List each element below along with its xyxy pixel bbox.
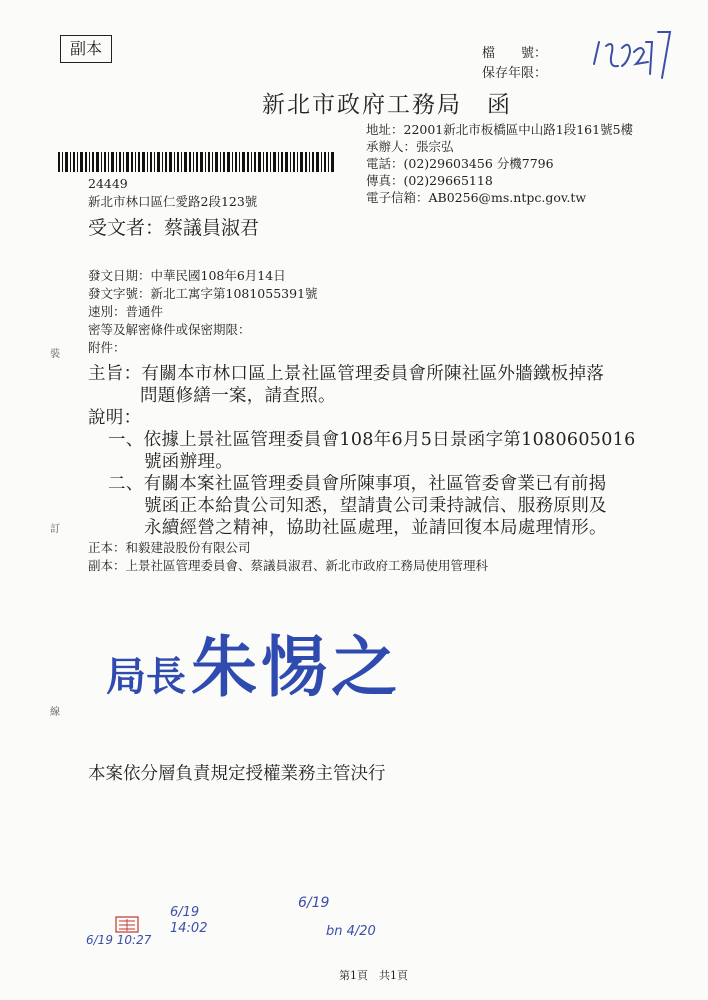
sender-email: 電子信箱：AB0256@ms.ntpc.gov.tw — [366, 190, 587, 205]
item-one-line-2: 號函辦理。 — [144, 452, 233, 472]
recipient-address: 新北市林口區仁愛路2段123號 — [88, 194, 258, 209]
cc-recipients: 副本：上景社區管理委員會、蔡議員淑君、新北市政府工務局使用管理科 — [88, 558, 489, 573]
item-two-line-2: 號函正本給貴公司知悉，望請貴公司秉持誠信、服務原則及 — [144, 496, 607, 516]
file-number-label: 檔 號： — [482, 46, 548, 61]
annotation-right-bottom: bn 4/20 — [326, 924, 376, 939]
margin-mark-bind: 裝 — [50, 349, 60, 360]
copy-stamp-box: 副本 — [60, 35, 112, 63]
annotation-right-top: 6/19 — [298, 895, 330, 911]
margin-mark-staple: 訂 — [50, 524, 60, 535]
item-two-line-3: 永續經營之精神，協助社區處理，並請回復本局處理情形。 — [144, 518, 607, 538]
subject-line-1: 主旨：有關本市林口區上景社區管理委員會所陳社區外牆鐵板掉落 — [88, 364, 605, 384]
delivery-speed: 速別：普通件 — [88, 304, 164, 319]
document-number: 發文字號：新北工寓字第1081055391號 — [88, 286, 318, 301]
original-recipient: 正本：和毅建設股份有限公司 — [88, 540, 251, 555]
item-two-line-1: 二、有關本案社區管理委員會所陳事項，社區管委會業已有前揭 — [108, 474, 607, 494]
issue-date: 發文日期：中華民國108年6月14日 — [88, 268, 286, 283]
signature-title: 局長 — [106, 653, 186, 700]
signature-name: 朱惕之 — [191, 628, 402, 706]
sender-address: 地址：22001新北市板橋區中山路1段161號5樓 — [366, 122, 634, 137]
delegation-note: 本案依分層負責規定授權業務主管決行 — [88, 764, 386, 784]
document-title: 新北市政府工務局 函 — [262, 92, 512, 118]
handwritten-file-number — [588, 22, 678, 88]
sender-handler: 承辦人：張宗弘 — [366, 139, 454, 154]
subject-line-2: 問題修繕一案，請查照。 — [140, 386, 336, 406]
recipient-zip: 24449 — [88, 176, 128, 191]
secrecy-level: 密等及解密條件或保密期限： — [88, 322, 251, 337]
margin-mark-line: 線 — [50, 707, 60, 718]
attachment-line: 附件： — [88, 340, 126, 355]
retention-period-label: 保存年限： — [482, 66, 548, 81]
annotation-left: 6/19 10:27 — [86, 933, 152, 947]
annotation-middle: 6/19 14:02 — [170, 905, 208, 936]
postal-barcode — [58, 152, 336, 172]
director-signature — [106, 614, 401, 709]
recipient-line: 受文者：蔡議員淑君 — [88, 217, 260, 239]
explanation-label: 說明： — [88, 408, 142, 428]
sender-phone: 電話：(02)29603456 分機7796 — [366, 156, 554, 171]
sender-fax: 傳真：(02)29665118 — [366, 173, 493, 188]
item-one-line-1: 一、依據上景社區管理委員會108年6月5日景函字第1080605016 — [108, 430, 636, 450]
page-footer: 第1頁 共1頁 — [339, 969, 408, 982]
